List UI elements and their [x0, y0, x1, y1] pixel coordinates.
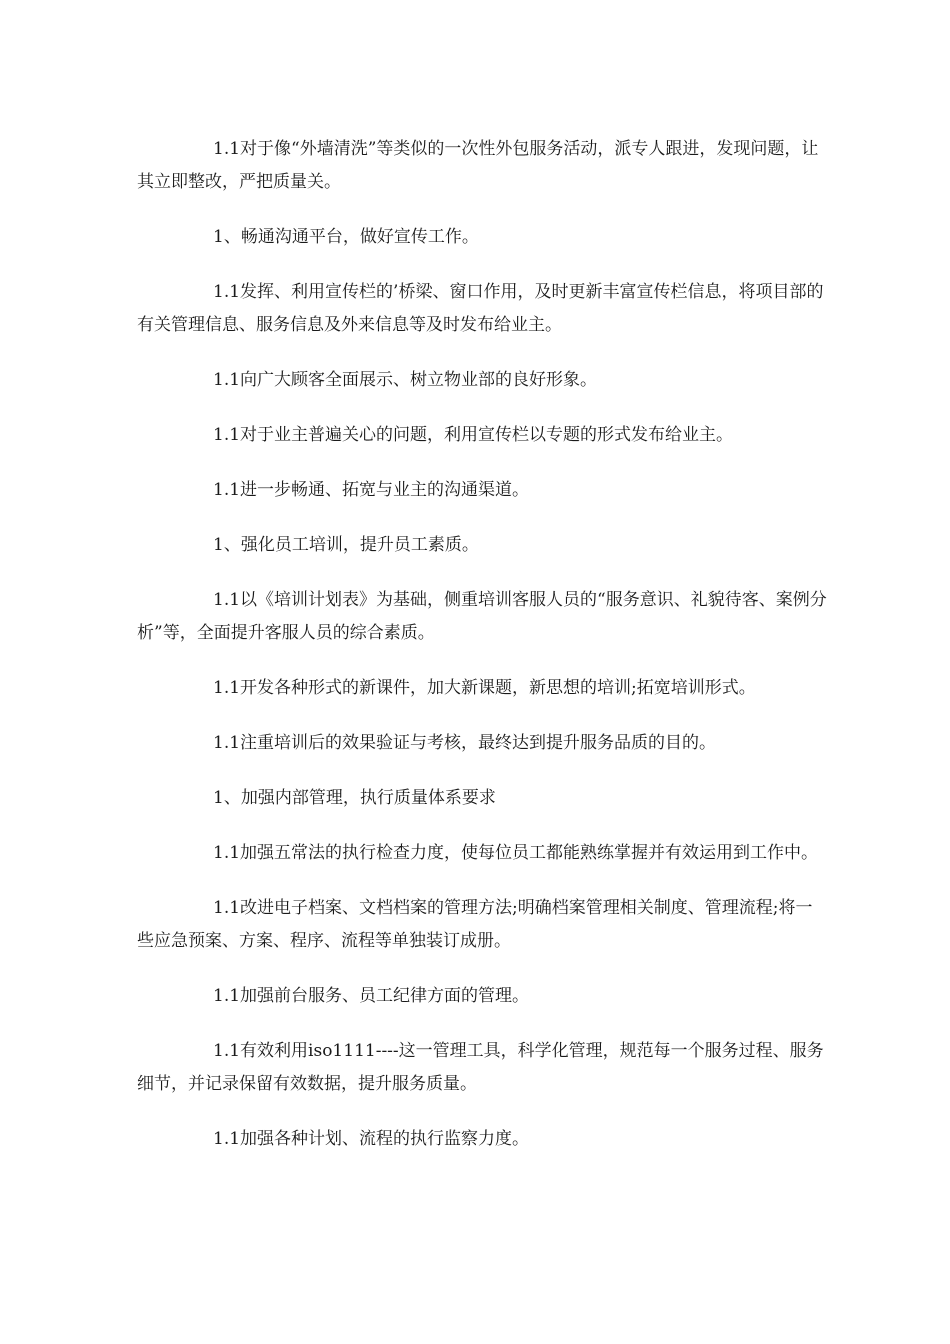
paragraph: 1.1加强前台服务、员工纪律方面的管理。 — [213, 986, 530, 1006]
paragraph: 1.1对于像“外墙清洗”等类似的一次性外包服务活动，派专人跟进，发现问题，让其立即整改，严把质量关。 — [137, 139, 819, 192]
paragraph: 1.1加强各种计划、流程的执行监察力度。 — [213, 1129, 530, 1149]
paragraph: 1.1改进电子档案、文档档案的管理方法;明确档案管理相关制度、管理流程;将一些应急预案、方案、程序、流程等单独装订成册。 — [137, 898, 813, 951]
paragraph: 1.1以《培训计划表》为基础，侧重培训客服人员的“服务意识、礼貌待客、案例分析”等，全面提升客服人员的综合素质。 — [137, 590, 827, 643]
paragraph: 1.1开发各种形式的新课件，加大新课题，新思想的培训;拓宽培训形式。 — [213, 678, 756, 698]
paragraph: 1.1注重培训后的效果验证与考核，最终达到提升服务品质的目的。 — [213, 733, 717, 753]
section-heading: 1、加强内部管理，执行质量体系要求 — [213, 788, 496, 808]
paragraph: 1.1进一步畅通、拓宽与业主的沟通渠道。 — [213, 480, 530, 500]
paragraph: 1.1有效利用iso1111----这一管理工具，科学化管理，规范每一个服务过程、服务细节，并记录保留有效数据，提升服务质量。 — [137, 1041, 824, 1094]
paragraph: 1.1加强五常法的执行检查力度，使每位员工都能熟练掌握并有效运用到工作中。 — [213, 843, 819, 863]
paragraph: 1.1对于业主普遍关心的问题，利用宣传栏以专题的形式发布给业主。 — [213, 425, 734, 445]
paragraph: 1.1发挥、利用宣传栏的’桥梁、窗口作用，及时更新丰富宣传栏信息，将项目部的有关管理信息、服务信息及外来信息等及时发布给业主。 — [137, 282, 824, 335]
section-heading: 1、畅通沟通平台，做好宣传工作。 — [213, 227, 479, 247]
paragraph: 1.1向广大顾客全面展示、树立物业部的良好形象。 — [213, 370, 598, 390]
document-body — [137, 133, 827, 1178]
section-heading: 1、强化员工培训，提升员工素质。 — [213, 535, 479, 555]
